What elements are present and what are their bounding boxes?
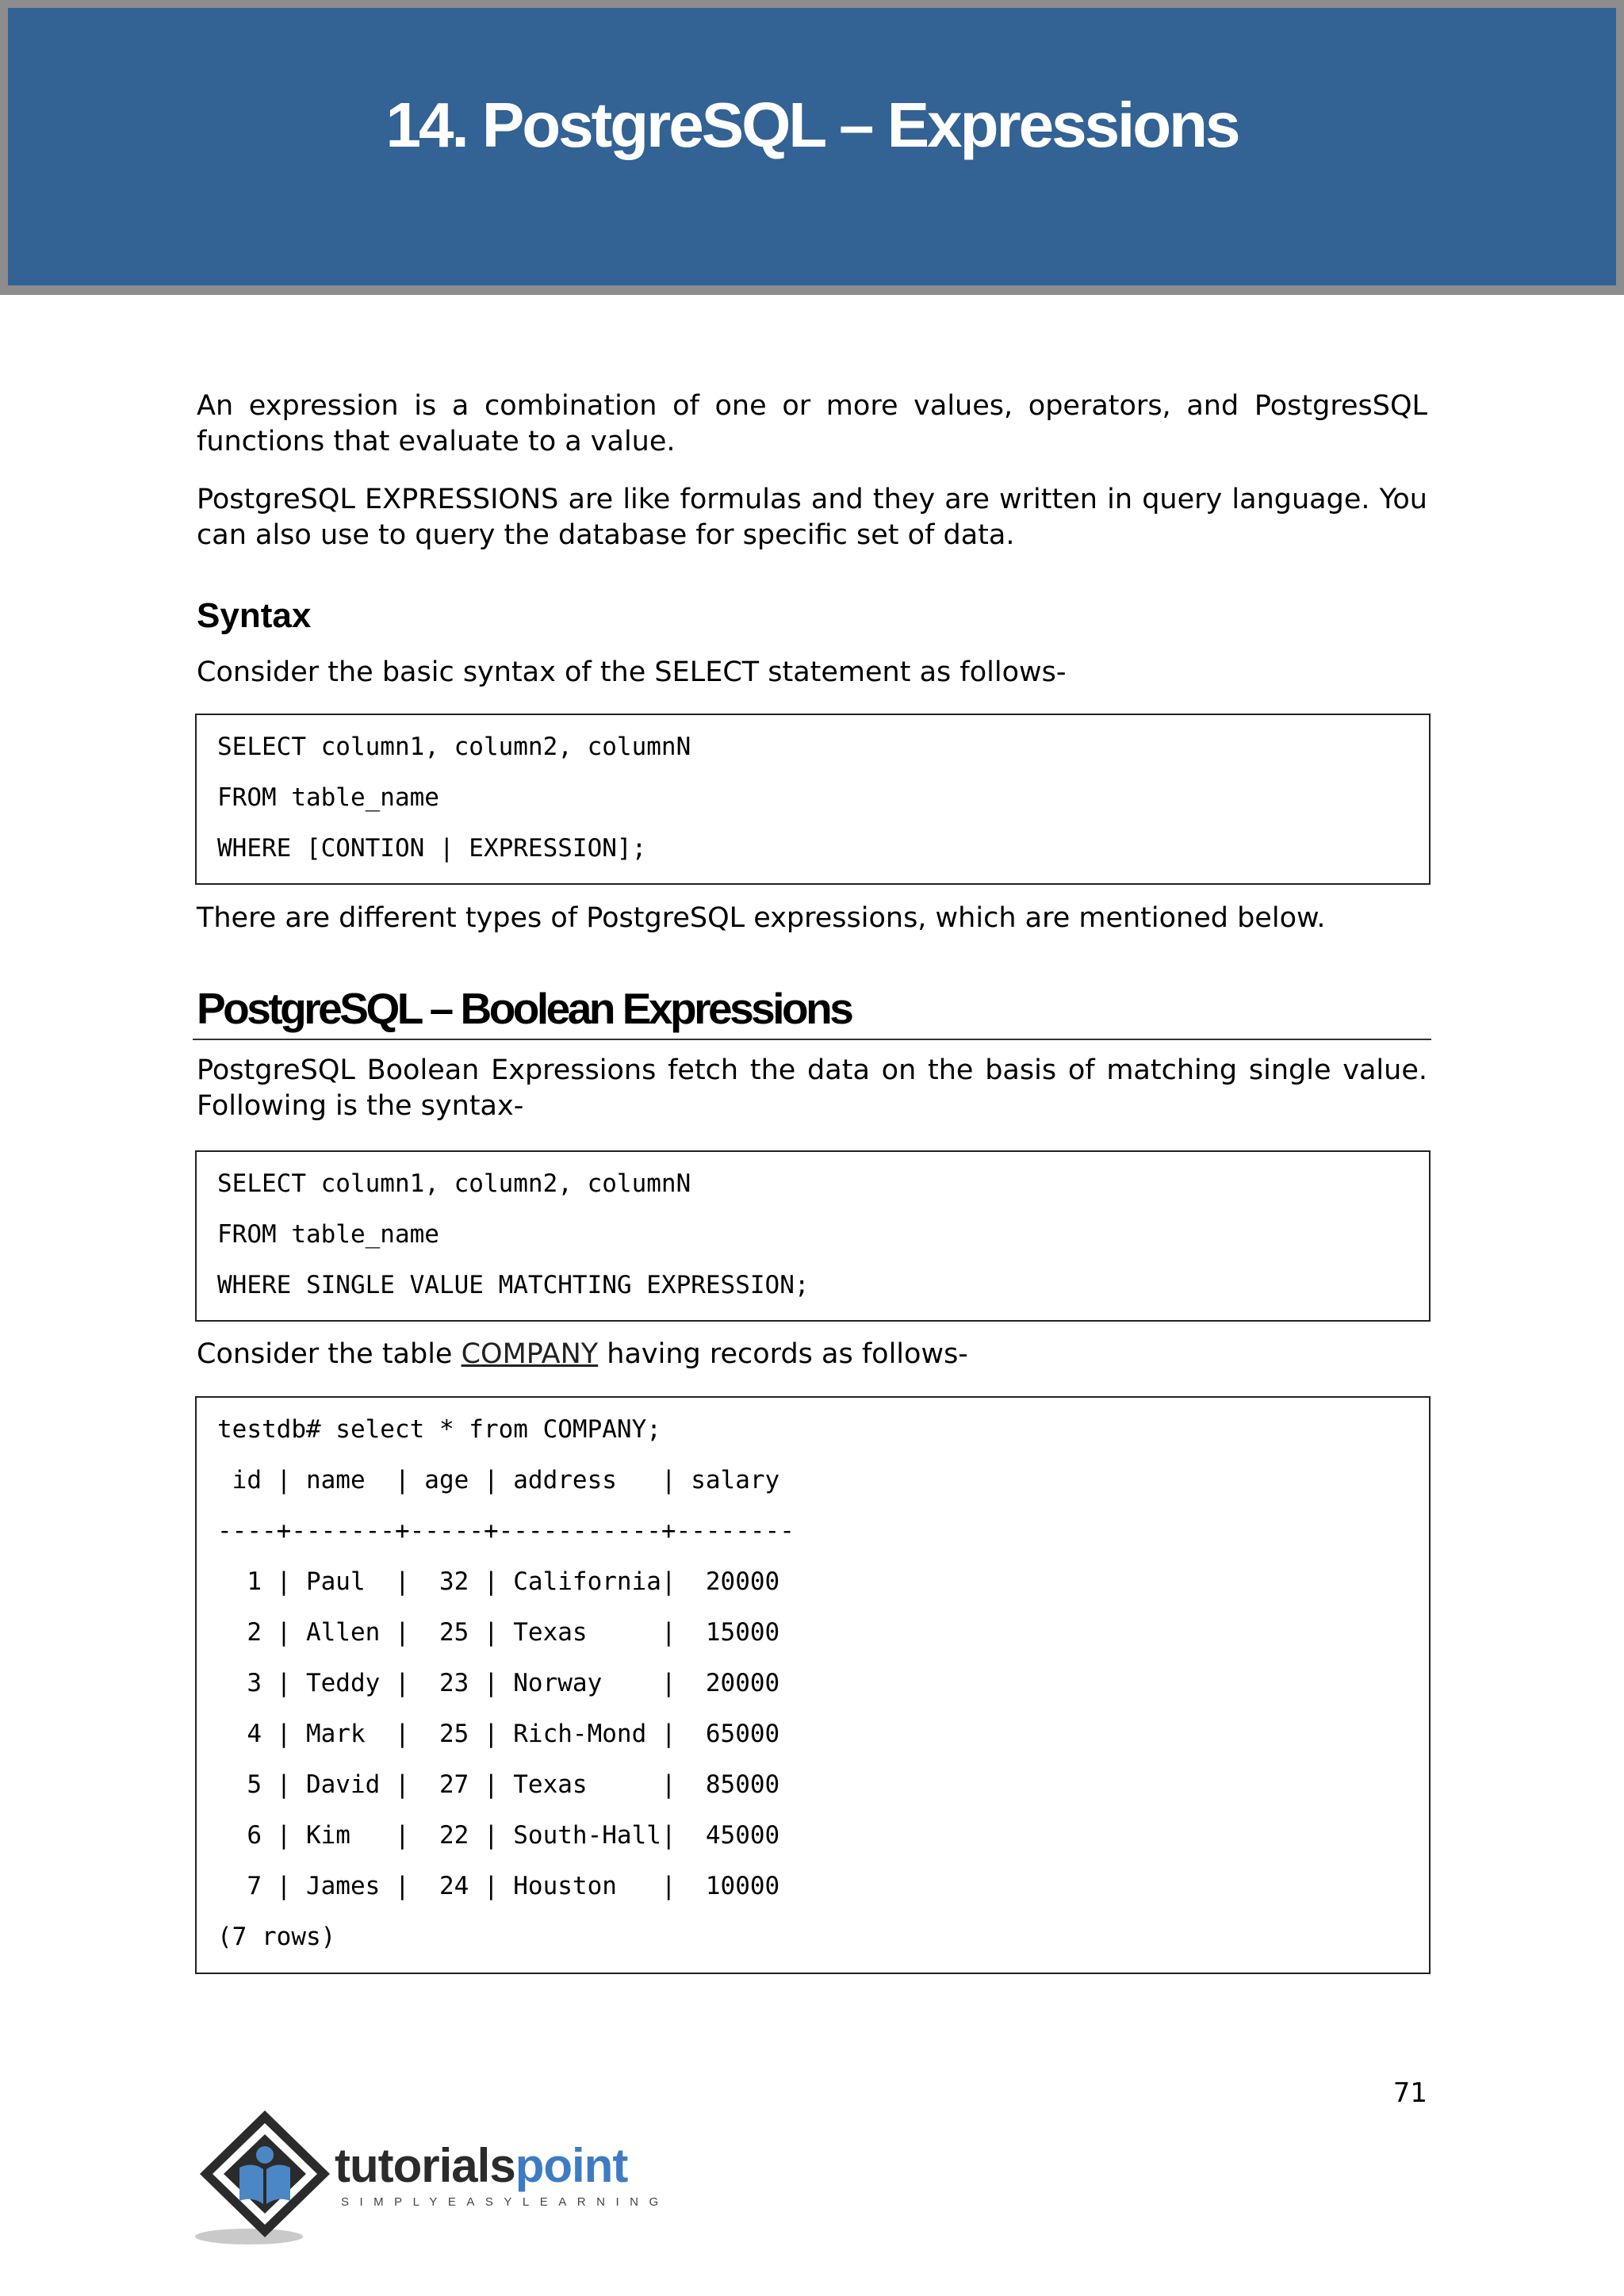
intro-paragraph-2: PostgreSQL EXPRESSIONS are like formulas and they are written in query language. You can also use to query the database for specific set of data. bbox=[197, 484, 1427, 551]
expression-types-text: There are different types of PostgreSQL expressions, which are mentioned below. bbox=[197, 902, 1326, 934]
heading-rule bbox=[193, 1039, 1431, 1040]
table-row: 7 | James | 24 | Houston | 10000 bbox=[217, 1872, 780, 1900]
boolean-syntax-code-block bbox=[195, 1150, 1431, 1322]
company-link[interactable]: COMPANY bbox=[461, 1338, 599, 1370]
table-row: 5 | David | 27 | Texas | 85000 bbox=[217, 1770, 780, 1799]
code-line: WHERE [CONTION | EXPRESSION]; bbox=[217, 834, 647, 863]
page-number: 71 bbox=[1392, 2077, 1427, 2109]
code-line: SELECT column1, column2, columnN bbox=[217, 1169, 691, 1198]
intro-text-after: having records as follows- bbox=[598, 1338, 968, 1370]
row-count-line: (7 rows) bbox=[217, 1923, 336, 1951]
chapter-title: 14. PostgreSQL – Expressions bbox=[385, 90, 1239, 160]
boolean-expressions-heading: PostgreSQL – Boolean Expressions bbox=[197, 984, 852, 1033]
intro-text-before: Consider the table bbox=[197, 1338, 462, 1370]
logo-wordmark: tutorialspoint bbox=[335, 2139, 628, 2192]
boolean-description: PostgreSQL Boolean Expressions fetch the data on the basis of matching single value. Following is the syntax- bbox=[197, 1054, 1427, 1122]
syntax-heading: Syntax bbox=[197, 596, 312, 635]
table-header-line: id | name | age | address | salary bbox=[217, 1466, 780, 1494]
table-row: 1 | Paul | 32 | California| 20000 bbox=[217, 1567, 780, 1596]
table-row: 3 | Teddy | 23 | Norway | 20000 bbox=[217, 1669, 780, 1697]
table-row: 4 | Mark | 25 | Rich-Mond | 65000 bbox=[217, 1720, 780, 1748]
logo-graphic bbox=[193, 2106, 677, 2248]
logo-tagline: SIMPLYEASYLEARNING bbox=[341, 2195, 669, 2209]
table-row: 2 | Allen | 25 | Texas | 15000 bbox=[217, 1618, 780, 1647]
company-table-intro bbox=[197, 1337, 1427, 1372]
syntax-description: Consider the basic syntax of the SELECT statement as follows- bbox=[197, 656, 1067, 688]
sql-command-line: testdb# select * from COMPANY; bbox=[217, 1415, 661, 1444]
code-line: FROM table_name bbox=[217, 783, 439, 812]
code-line: WHERE SINGLE VALUE MATCHTING EXPRESSION; bbox=[217, 1271, 810, 1299]
company-listing-code-block bbox=[195, 1396, 1431, 1974]
table-row: 6 | Kim | 22 | South-Hall| 45000 bbox=[217, 1821, 780, 1850]
code-line: SELECT column1, column2, columnN bbox=[217, 733, 691, 761]
syntax-code-block bbox=[195, 714, 1431, 885]
tutorialspoint-logo bbox=[193, 2106, 677, 2248]
intro-paragraph-1: An expression is a combination of one or more values, operators, and PostgresSQL functions that evaluate to a value. bbox=[197, 390, 1427, 457]
table-separator-line: ----+-------+-----+-----------+-------- bbox=[217, 1517, 795, 1545]
chapter-banner bbox=[0, 0, 1624, 295]
code-line: FROM table_name bbox=[217, 1220, 439, 1249]
